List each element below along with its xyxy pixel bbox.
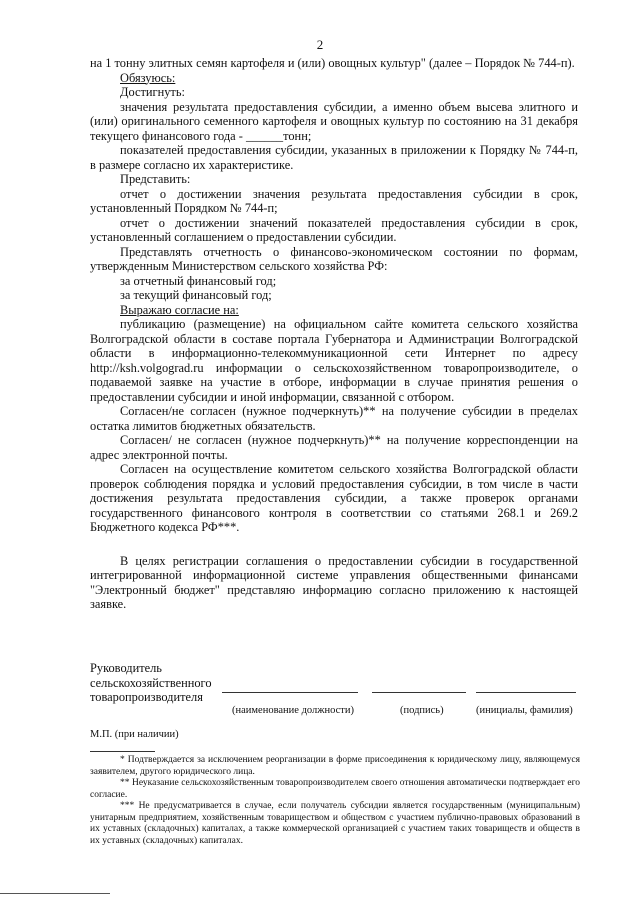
caption-signature: (подпись) xyxy=(400,705,444,716)
list-item-reporting-year: за отчетный финансовый год; xyxy=(120,273,277,288)
paragraph-report-result: отчет о достижении значения результата предоставления субсидии в срок, установленный Порядком № 744-п; xyxy=(90,186,578,215)
paragraph-consent-limits: Согласен/не согласен (нужное подчеркнуть)** на получение субсидии в пределах остатка лимитов бюджетных обязательств. xyxy=(90,404,578,433)
page-number: 2 xyxy=(316,37,324,52)
paragraph-report-indicators: отчет о достижении значений показателей предоставления субсидии в срок, установленный соглашением о предоставлении субсидии. xyxy=(90,215,578,244)
sign-line xyxy=(372,692,466,693)
list-item-current-year: за текущий финансовый год; xyxy=(120,288,272,302)
heading-submit: Представить: xyxy=(120,172,191,186)
footnote-3: *** Не предусматривается в случае, если получатель субсидии является государственным (муниципальным) унитарным предприятием, хозяйственным товариществом и обществом с участием публично-правовых образований в их уставных (складочных) капиталах, а также коммерческой организацией с участием таких товариществ и обществ в их уставных (складочных) капиталах. xyxy=(90,801,580,846)
signature-title-line-3: товаропроизводителя xyxy=(90,690,203,704)
paragraph-publication: публикацию (размещение) на официальном сайте комитета сельского хозяйства Волгоградской области в составе портала Губернатора и Администрации Волгоградской области в информационно-телекоммуникационной сети Интернет по адресу http://ksh.volgograd.ru информации о сельскохозяйственном товаропроизводителе, о подаваемой заявке на участие в отборе, информации в случае принятия решения о предоставлении субсидии и иной информации, связанной с отбором. xyxy=(90,317,578,404)
paragraph-indicators: показателей предоставления субсидии, указанных в приложении к Порядку № 744-п, в размере согласно их характеристике. xyxy=(90,143,578,172)
spacer xyxy=(90,535,578,554)
signature-title-line-2: сельскохозяйственного xyxy=(90,675,212,690)
heading-achieve: Достигнуть: xyxy=(120,85,185,99)
paragraph-result-value: значения результата предоставления субсидии, а именно объем высева элитного и (или) оригинального семенного картофеля и овощных культур по состоянию на 31 декабря текущего финансового года - ______тонн; xyxy=(90,99,578,143)
stamp-note: М.П. (при наличии) xyxy=(90,729,179,740)
paragraph-financial-reporting: Представлять отчетность о финансово-экономическом состоянии по формам, утвержденным Министерством сельского хозяйства РФ: xyxy=(90,244,578,273)
position-line xyxy=(222,692,358,693)
footnote-1: * Подтверждается за исключением реорганизации в форме присоединения к юридическому лицу, являющемуся заявителем, другого юридического лица. xyxy=(90,755,580,777)
heading-obligation: Обязуюсь: xyxy=(120,70,176,85)
signature-lines xyxy=(222,692,582,706)
paragraph-consent-email: Согласен/ не согласен (нужное подчеркнуть)** на получение корреспонденции на адрес электронной почты. xyxy=(90,433,578,462)
paragraph-electronic-budget: В целях регистрации соглашения о предоставлении субсидии в государственной интегрированной информационной системе управления общественными финансами "Электронный бюджет" представляю информацию согласно приложению к настоящей заявке. xyxy=(90,553,578,611)
paragraph-intro: на 1 тонну элитных семян картофеля и (или) овощных культур" (далее – Порядок № 744-п). xyxy=(90,56,575,70)
signature-title-line-1: Руководитель xyxy=(90,661,162,675)
footnote-divider xyxy=(90,751,155,752)
footnote-2: ** Неуказание сельскохозяйственным товаропроизводителем своего отношения автоматически подтверждает его согласие. xyxy=(90,778,580,800)
name-line xyxy=(476,692,576,693)
document-body xyxy=(90,56,578,612)
caption-position: (наименование должности) xyxy=(232,705,355,716)
heading-consent: Выражаю согласие на: xyxy=(120,302,239,317)
paragraph-consent-inspections: Согласен на осуществление комитетом сельского хозяйства Волгоградской области проверок соблюдения порядка и условий предоставления субсидии, в том числе в части достижения результата предоставления субсидии, а также проверок органами государственного финансового контроля в соответствии со статьями 268.1 и 269.2 Бюджетного кодекса РФ***. xyxy=(90,462,578,534)
caption-name: (инициалы, фамилия) xyxy=(476,705,573,716)
bottom-divider xyxy=(0,893,110,894)
footnotes xyxy=(90,755,580,847)
